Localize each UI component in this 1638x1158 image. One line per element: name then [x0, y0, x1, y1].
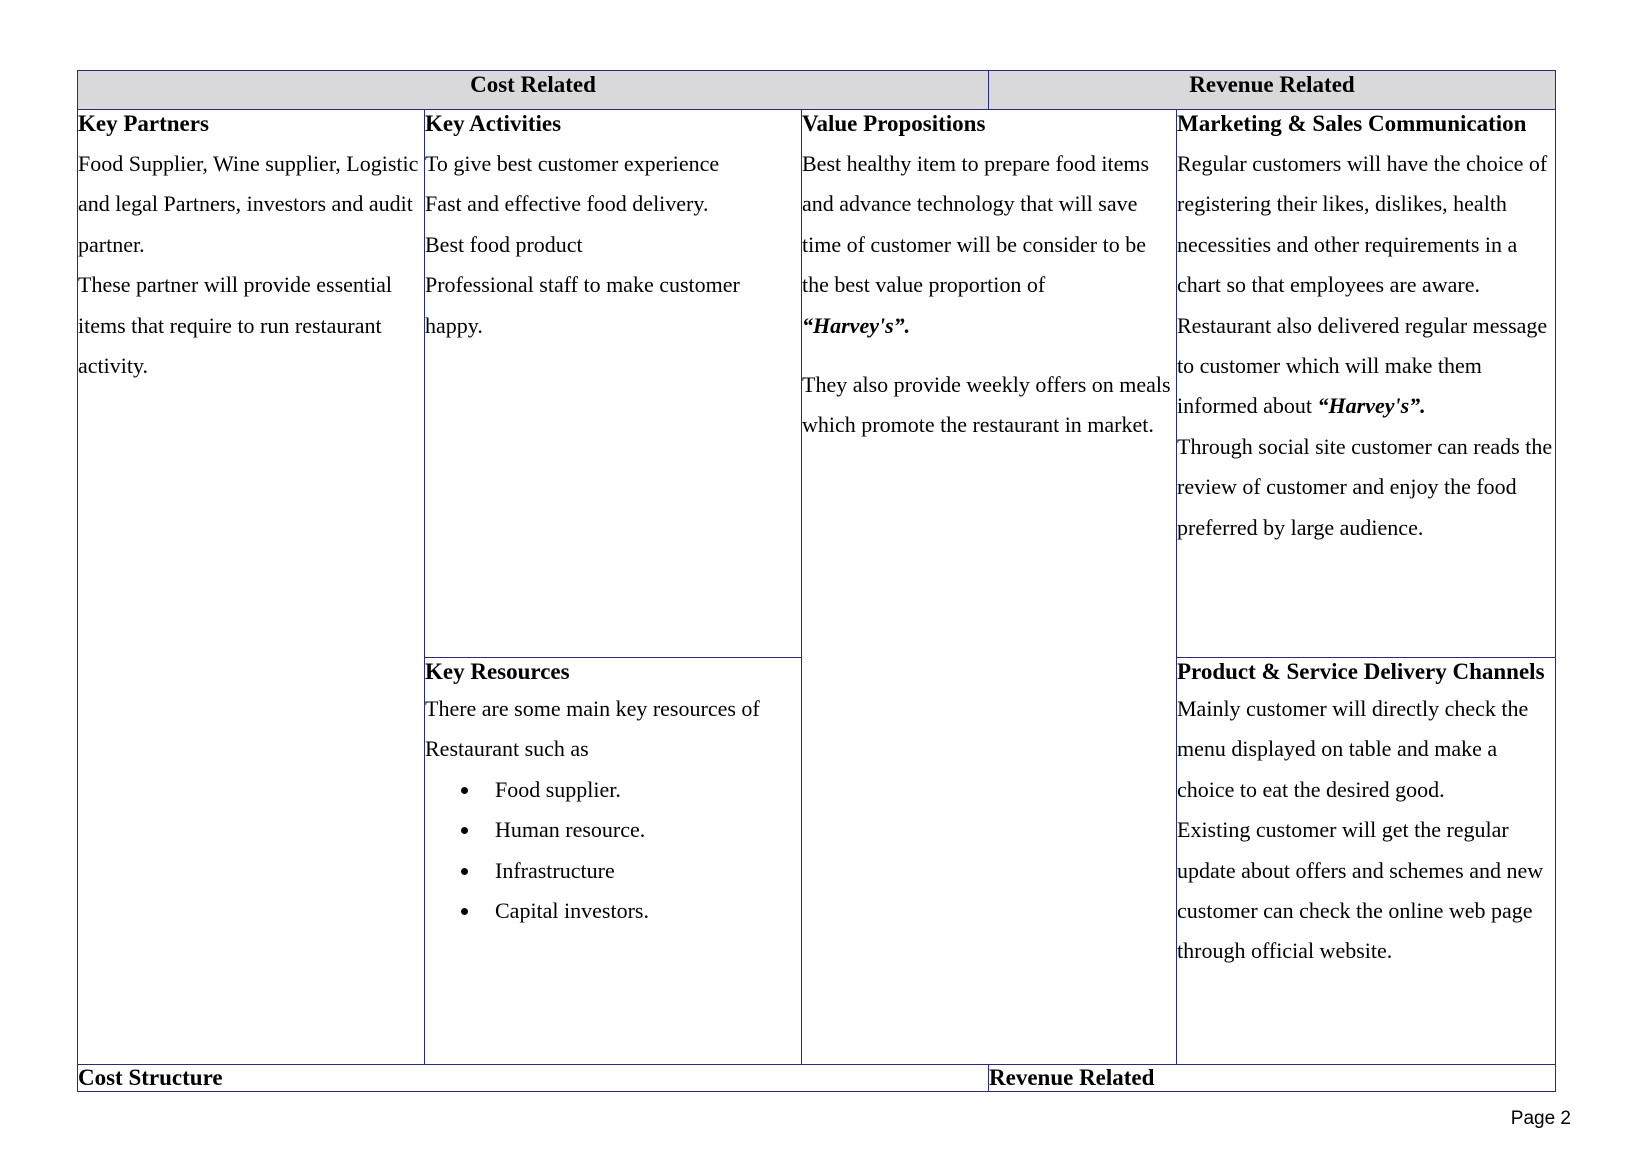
brand-name: “Harvey's”. [1317, 393, 1426, 419]
marketing-sales-title: Marketing & Sales Communication [1177, 111, 1527, 136]
delivery-channels-title: Product & Service Delivery Channels [1177, 659, 1545, 684]
key-activities-title: Key Activities [425, 111, 562, 136]
value-propositions-text [802, 144, 1176, 346]
key-activities-cell [424, 109, 802, 658]
key-partners-text: Food Supplier, Wine supplier, Logistic and legal Partners, investors and audit partner. [78, 151, 419, 257]
key-activities-line: Best food product [425, 231, 583, 257]
value-propositions-title: Value Propositions [802, 111, 986, 136]
key-resources-intro: There are some main key resources of Restaurant such as [425, 696, 760, 762]
delivery-channels-text: Mainly customer will directly check the menu displayed on table and make a choice to eat the desired good. [1177, 696, 1529, 802]
cost-related-header [77, 70, 989, 110]
marketing-sales-text [1177, 306, 1555, 427]
list-item: Capital investors. [495, 891, 801, 931]
key-resources-list [425, 770, 801, 932]
key-partners-text: These partner will provide essential items that require to run restaurant activity. [78, 272, 393, 379]
revenue-streams-cell [988, 1064, 1556, 1092]
key-activities-line: Professional staff to make customer happy. [425, 272, 740, 338]
list-item: Infrastructure [495, 851, 801, 891]
delivery-channels-cell [1176, 657, 1556, 1065]
key-resources-title: Key Resources [425, 659, 570, 684]
page-number: Page 2 [1510, 1108, 1571, 1129]
revenue-related-title: Revenue Related [989, 1065, 1155, 1090]
key-resources-cell [424, 657, 802, 1065]
list-item: Food supplier. [495, 770, 801, 810]
marketing-sales-text: Through social site customer can reads the review of customer and enjoy the food preferred by large audience. [1177, 433, 1553, 540]
key-activities-line: To give best customer experience [425, 151, 720, 176]
delivery-channels-text: Existing customer will get the regular update about offers and schemes and new customer can check the online web page through official website. [1177, 817, 1544, 964]
business-model-canvas-table [77, 70, 1553, 1090]
revenue-related-header-label: Revenue Related [1189, 72, 1355, 97]
cost-structure-cell [77, 1064, 989, 1092]
marketing-sales-cell [1176, 109, 1556, 658]
key-activities-line: Fast and effective food delivery. [425, 191, 709, 217]
cost-related-header-label: Cost Related [470, 72, 596, 97]
key-partners-title: Key Partners [78, 111, 209, 136]
value-propositions-cell [801, 109, 1177, 1065]
revenue-related-header [988, 70, 1556, 110]
marketing-sales-body: Restaurant also delivered regular message to customer which will make them informed about [1177, 312, 1548, 419]
cost-structure-title: Cost Structure [78, 1065, 223, 1090]
marketing-sales-text: Regular customers will have the choice of registering their likes, dislikes, health necessities and other requirements in a chart so that employees are aware. [1177, 151, 1548, 298]
value-propositions-text: They also provide weekly offers on meals which promote the restaurant in market. [802, 372, 1171, 438]
key-partners-cell [77, 109, 425, 1065]
list-item: Human resource. [495, 810, 801, 850]
value-propositions-body: Best healthy item to prepare food items and advance technology that will save time of customer will be consider to be the best value proportion of [802, 151, 1150, 298]
brand-name: “Harvey's”. [802, 312, 911, 338]
